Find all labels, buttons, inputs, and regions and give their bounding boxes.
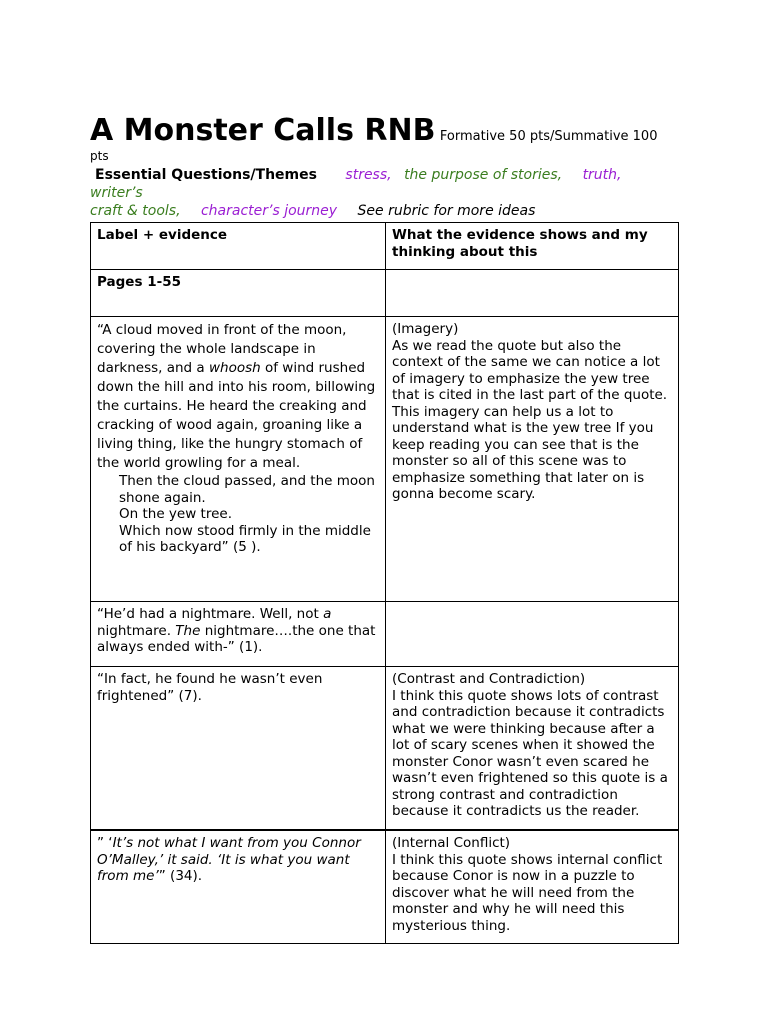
analysis-text: I think this quote shows lots of contrast and contradiction because it contradicts what we were thinking because after a lot of scary scenes when it showed the monster Conor wasn’t even scared he wasn’t even frightened so this quote is a strong contrast and contradiction because it contradicts us the reader. <box>392 687 668 819</box>
table-row <box>91 602 679 667</box>
header-evidence-shows: What the evidence shows and my thinking about this <box>386 223 679 270</box>
quote-cell <box>91 317 386 602</box>
table-row <box>91 667 679 831</box>
essential-questions-label: Essential Questions/Themes <box>95 167 317 183</box>
grading-info: Formative 50 pts/Summative 100 <box>439 129 658 144</box>
table-row <box>91 270 679 317</box>
table-row <box>91 830 679 944</box>
quote-cell: “He’d had a nightmare. Well, not a nightmare. The nightmare….the one that always ended with-” (1). <box>91 602 386 667</box>
quote-line: Which now stood firmly in the middle of his backyard” (5 ). <box>119 522 371 555</box>
header-label-evidence: Label + evidence <box>91 223 386 270</box>
document-page <box>90 112 680 944</box>
device-label: (Contrast and Contradiction) <box>392 671 586 687</box>
analysis-cell <box>386 830 679 944</box>
quote-line: On the yew tree. <box>119 506 232 522</box>
rubric-note: See rubric for more ideas <box>357 203 536 219</box>
theme-writers-craft: writer’s craft & tools, <box>90 185 181 219</box>
theme-stress: stress, <box>345 167 392 183</box>
analysis-text: I think this quote shows internal conflict because Conor is now in a puzzle to discover what he will need from the monster and why he will need this mysterious thing. <box>392 851 663 934</box>
theme-truth: truth, <box>582 167 622 183</box>
device-label: (Imagery) <box>392 321 459 337</box>
table-header-row <box>91 223 679 270</box>
grading-info-wrap: pts <box>90 149 109 163</box>
analysis-text: As we read the quote but also the context of the same we can notice a lot of imagery to emphasize the yew tree that is cited in the last part of the quote. This imagery can help us a lot to understand what is the yew tree If you keep reading you can see that is the monster so all of this scene was to emphasize something that later on is gonna become scary. <box>392 337 668 502</box>
themes-line <box>90 166 680 220</box>
table-row <box>91 317 679 602</box>
analysis-cell <box>386 667 679 831</box>
empty-cell <box>386 270 679 317</box>
title-line <box>90 112 680 150</box>
analysis-cell <box>386 317 679 602</box>
theme-characters-journey: character’s journey <box>200 203 338 219</box>
quote-line: Then the cloud passed, and the moon shone again. <box>119 473 375 506</box>
quote-cell: ” ‘It’s not what I want from you Connor O’Malley,’ it said. ‘It is what you want from me’” (34). <box>91 830 386 944</box>
section-title: Pages 1-55 <box>91 270 386 317</box>
empty-cell <box>386 602 679 667</box>
theme-purpose-of-stories: the purpose of stories, <box>404 167 563 183</box>
document-title: A Monster Calls RNB <box>90 113 436 148</box>
device-label: (Internal Conflict) <box>392 835 511 851</box>
rnb-table <box>90 222 679 944</box>
quote-text: “A cloud moved in front of the moon, covering the whole landscape in darkness, and a whoosh of wind rushed down the hill and into his room, billowing the curtains. He heard the creaking and cracking of wood again, groaning like a living thing, like the hungry stomach of the world growling for a meal. <box>97 322 376 471</box>
quote-cell: “In fact, he found he wasn’t even frightened” (7). <box>91 667 386 831</box>
